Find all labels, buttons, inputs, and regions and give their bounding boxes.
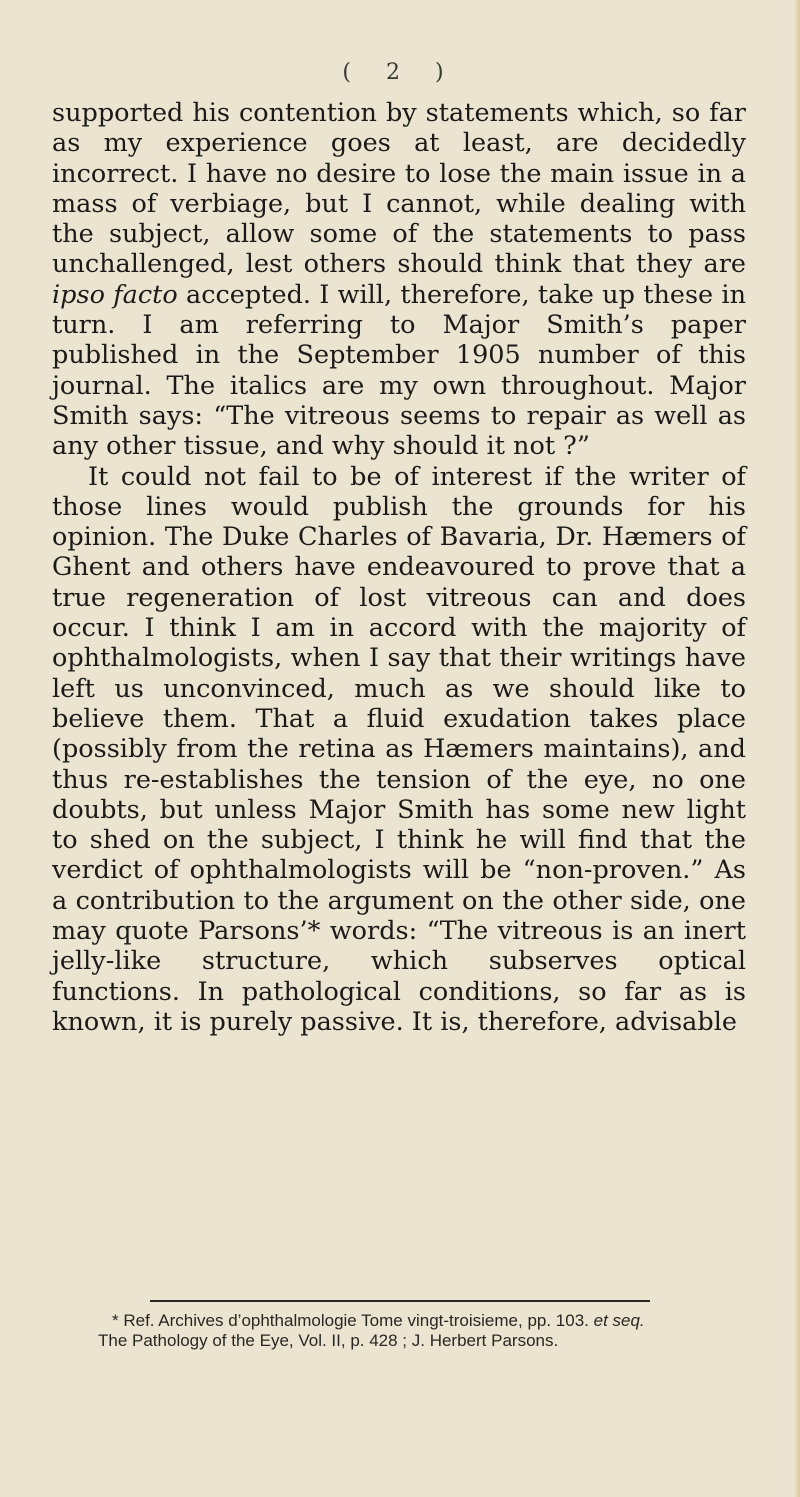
- paragraph-1-text-b: accepted. I will, therefore, take up these in turn. I am referring to Major Smith’s paper published in the September 1905 number of this journal. The italics are my own throughout. Major Smith says: “The vitreous seems to repair as well as any other tissue, and why should it not ?”: [52, 279, 747, 462]
- footnote: [98, 1311, 758, 1351]
- page-number: ( 2 ): [342, 60, 458, 85]
- paragraph-1: [52, 98, 746, 462]
- paragraph-1-italic: ipso facto: [52, 279, 178, 310]
- footnote-divider: [150, 1300, 650, 1302]
- footnote-line-1-text: * Ref. Archives d’ophthalmologie Tome vingt-troisieme, pp. 103.: [112, 1311, 594, 1330]
- footnote-line-2: The Pathology of the Eye, Vol. II, p. 428 ; J. Herbert Parsons.: [98, 1331, 559, 1350]
- footnote-line-1: [98, 1311, 758, 1331]
- page-edge: [794, 0, 800, 1497]
- paragraph-2: [52, 462, 746, 1038]
- body-text: [52, 98, 746, 1037]
- paragraph-1-text-a: supported his contention by statements which, so far as my experience goes at least, are decidedly incorrect. I have no desire to lose the main issue in a mass of verbiage, but I cannot, while dealing with the subject, allow some of the statements to pass unchallenged, lest others should think that they are: [52, 98, 746, 280]
- paragraph-2-text: It could not fail to be of interest if the writer of those lines would publish the grounds for his opinion. The Duke Charles of Bavaria, Dr. Hæmers of Ghent and others have endeavoured to prove that a true regeneration of lost vitreous can and does occur. I think I am in accord with the majority of ophthalmologists, when I say that their writings have left us unconvinced, much as we should like to believe them. That a fluid exudation takes place (possibly from the retina as Hæmers maintains), and thus re-establishes the tension of the eye, no one doubts, but unless Major Smith has some new light to shed on the subject, I think he will find that the verdict of ophthalmologists will be “non-proven.” As a contribution to the argument on the other side, one may quote Parsons’* words: “The vitreous is an inert jelly-like structure, which subserves optical functions. In pathological conditions, so far as is known, it is purely passive. It is, therefore, advisable: [52, 461, 746, 1037]
- footnote-line-1-italic: et seq.: [593, 1311, 645, 1330]
